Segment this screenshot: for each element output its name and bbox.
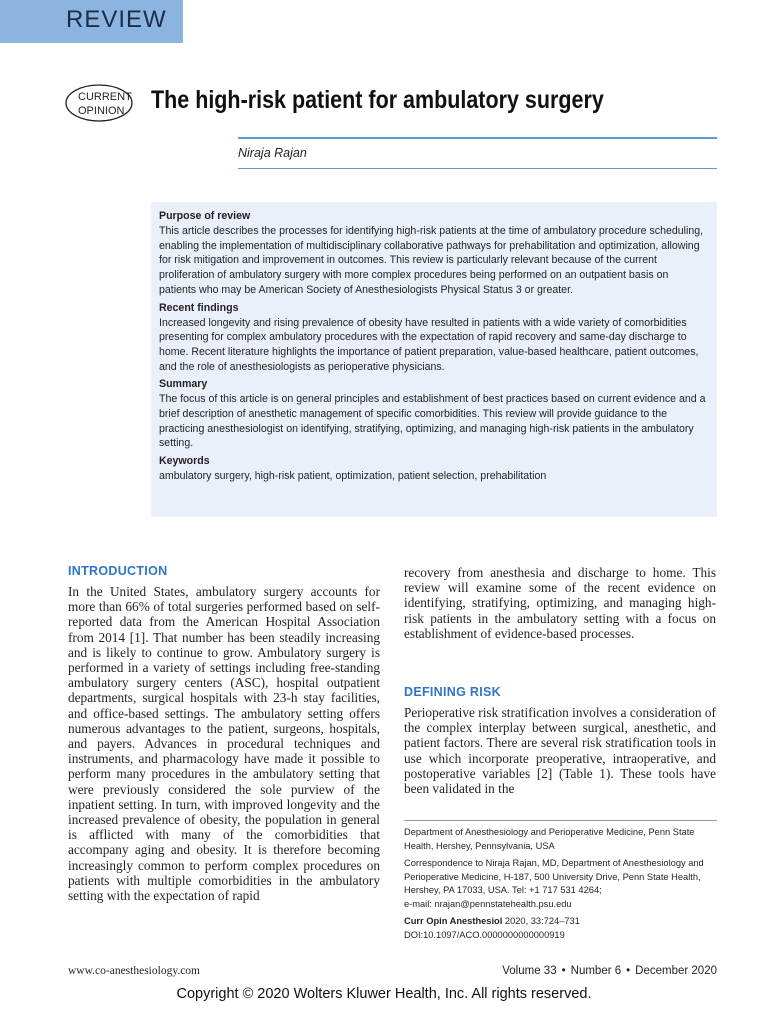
journal-website[interactable]: www.co-anesthesiology.com [68,965,201,977]
current-opinion-logo [64,83,134,123]
purpose-heading: Purpose of review [159,210,251,222]
article-title: The high-risk patient for ambulatory surgery [151,86,604,114]
introduction-paragraph: In the United States, ambulatory surgery accounts for more than 66% of total surgeries performed based on self-reported data from the American Hospital Association from 2014 [1]. That number has been steadily increasing and is likely to continue to grow. Ambulatory surgery is performed in a variety of settings including free-standing ambulatory surgery centers (ASC), hospital outpatient departments, surgical hospitals with 23-h stay facilities, and office-based settings. The ambulatory setting offers numerous advantages to the patient, surgeons, hospitals, and payers. Advances in procedural techniques and instruments, and pharmacology have made it possible to perform many procedures in the ambulatory setting that were previously considered the sole purview of the inpatient setting. In turn, with improved longevity and the increased prevalence of obesity, the population in general is afflicted with many of the comorbidities that accompany aging and obesity. It is therefore becoming increasingly common to perform complex procedures on patients with multiple comorbidities in the ambulatory setting with the expectation of rapid [68,584,380,904]
citation-details: 2020, 33:724–731 [502,916,580,926]
defining-risk-column [404,705,716,796]
correspondence: Correspondence to Niraja Rajan, MD, Department of Anesthesiology and Perioperative Medicine, H-187, 500 University Drive, Penn State Health, Hershey, PA 17033, USA. Tel: +1 717 531 4264; [404,858,704,895]
keywords-text: ambulatory surgery, high-risk patient, optimization, patient selection, prehabilitation [159,470,547,483]
summary-text: The focus of this article is on general principles and establishment of best practices based on current evidence and a brief description of anesthetic management of specific comorbidities. This review will provide guidance to the practicing anesthesiologist on identifying, stratifying, optimizing, and managing high-risk patients in the ambulatory setting. [159,393,706,450]
email[interactable]: e-mail: nrajan@pennstatehealth.psu.edu [404,898,572,909]
section-tab-label: REVIEW [66,6,167,33]
right-column [404,565,716,641]
journal-citation [404,915,720,929]
introduction-continued: recovery from anesthesia and discharge to home. This review will examine some of the recent evidence on identifying, stratifying, optimizing, and managing high-risk patients in the ambulatory setting with a focus on establishment of evidence-based processes. [404,565,716,641]
bullet-separator: • [561,965,566,977]
author-rule [238,168,717,169]
journal-name: Curr Opin Anesthesiol [404,916,503,926]
footnote-rule [404,820,717,821]
affiliation: Department of Anesthesiology and Perioperative Medicine, Penn State Health, Hershey, Pennsylvania, USA [404,827,695,851]
left-column [68,584,380,903]
issue-number: Number 6 [570,965,622,977]
issue-date: December 2020 [635,965,717,977]
volume: Volume 33 [502,965,557,977]
findings-text: Increased longevity and rising prevalence of obesity have resulted in patients with a wide variety of comorbidities presenting for complex ambulatory procedures with the expectation of rapid recovery and same-day discharge to home. Recent literature highlights the importance of patient preparation, value-based healthcare, patient outcomes, and the role of anesthesiologists as perioperative physicians. [159,316,699,373]
defining-risk-heading: DEFINING RISK [404,685,501,699]
defining-risk-paragraph: Perioperative risk stratification involves a consideration of the complex interplay between surgical, anesthetic, and patient factors. There are several risk stratification tools in use which incorporate preoperative, intraoperative, and postoperative variables [2] (Table 1). These tools have been validated in the [404,705,716,797]
footnotes [404,826,720,946]
summary-heading: Summary [159,378,208,391]
copyright-notice: Copyright © 2020 Wolters Kluwer Health, Inc. All rights reserved. [176,986,592,1002]
abstract-box [151,202,717,517]
logo-line-1: CURRENT [78,91,132,103]
keywords-heading: Keywords [159,455,210,468]
purpose-text: This article describes the processes for identifying high-risk patients at the time of ambulatory procedure scheduling, enabling the implementation of multidisciplinary collaborative pathways for prehabilitation and optimization, allowing for risk mitigation and improvement in outcomes. This review is particularly relevant because of the current proliferation of ambulatory surgery with more complex procedures being performed on an outpatient basis on patients who may be American Society of Anesthesiologists Physical Status 3 or greater. [159,225,704,296]
bullet-separator: • [626,965,631,977]
findings-heading: Recent findings [159,301,239,314]
introduction-heading: INTRODUCTION [68,564,168,578]
section-tab [0,0,183,43]
title-rule [238,137,717,139]
issue-info [502,965,717,977]
logo-line-2: OPINION [78,105,125,117]
doi[interactable]: DOI:10.1097/ACO.0000000000000919 [404,929,565,940]
author-name: Niraja Rajan [238,146,307,160]
